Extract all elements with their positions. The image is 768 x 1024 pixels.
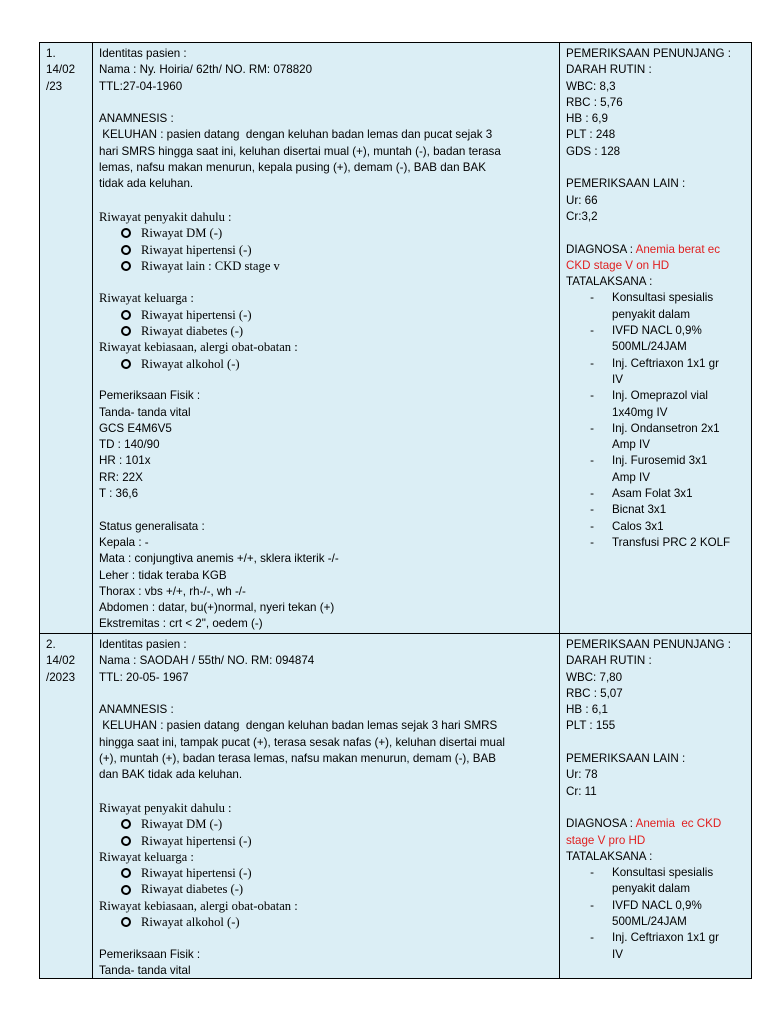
lain-title: PEMERIKSAAN LAIN : bbox=[566, 177, 686, 191]
status-line: Leher : tidak teraba KGB bbox=[99, 568, 227, 582]
patient-row-1 bbox=[40, 43, 751, 634]
diagnosa-label: DIAGNOSA : bbox=[566, 242, 636, 256]
list-item: - Calos 3x1 bbox=[590, 519, 664, 533]
diagnosa-value-cont: CKD stage V on HD bbox=[566, 258, 670, 272]
lab-value: Cr:3,2 bbox=[566, 209, 598, 223]
patient-row-2 bbox=[40, 634, 751, 978]
entry-date: 14/02 bbox=[46, 63, 76, 77]
list-item: - Asam Folat 3x1 bbox=[590, 487, 693, 501]
list-item: - Inj. Furosemid 3x1 bbox=[590, 454, 708, 468]
lab-value: Ur: 78 bbox=[566, 768, 598, 782]
list-item-cont: Amp IV bbox=[612, 438, 651, 452]
patient-name: Nama : SAODAH / 55th/ NO. RM: 094874 bbox=[99, 654, 315, 668]
tatalaksana-title: TATALAKSANA : bbox=[566, 275, 653, 289]
keluhan-line: KELUHAN : pasien datang dengan keluhan badan lemas sejak 3 hari SMRS bbox=[99, 719, 498, 733]
fisik-line: TD : 140/90 bbox=[99, 438, 160, 452]
list-item: - Inj. Ondansetron 2x1 bbox=[590, 421, 720, 435]
darah-title: DARAH RUTIN : bbox=[566, 63, 652, 77]
circle-bullet-icon bbox=[121, 245, 131, 255]
entry-number-cell bbox=[40, 43, 93, 633]
circle-bullet-icon bbox=[121, 359, 131, 369]
lab-value: RBC : 5,76 bbox=[566, 95, 623, 109]
fisik-line: Tanda- tanda vital bbox=[99, 963, 191, 977]
anamnesis-title: ANAMNESIS : bbox=[99, 703, 174, 717]
diagnosa-line bbox=[566, 242, 751, 258]
entry-number-cell bbox=[40, 634, 93, 978]
patient-dob: TTL:27-04-1960 bbox=[99, 79, 183, 93]
rpd-title: Riwayat penyakit dahulu : bbox=[99, 800, 232, 815]
entry-date-year: /2023 bbox=[46, 670, 76, 684]
lab-value: Ur: 66 bbox=[566, 193, 598, 207]
patient-name: Nama : Ny. Hoiria/ 62th/ NO. RM: 078820 bbox=[99, 63, 313, 77]
list-item: Riwayat hipertensi (-) bbox=[99, 865, 559, 881]
entry-number: 2. bbox=[46, 638, 56, 651]
tatalaksana-list bbox=[566, 865, 751, 963]
list-item-cont: penyakit dalam bbox=[612, 882, 690, 896]
identitas-title: Identitas pasien : bbox=[99, 638, 187, 651]
lab-value: PLT : 155 bbox=[566, 719, 616, 733]
rk-title: Riwayat keluarga : bbox=[99, 291, 194, 306]
rpd-title: Riwayat penyakit dahulu : bbox=[99, 209, 232, 224]
diagnosa-value: Anemia ec CKD bbox=[635, 817, 722, 831]
lab-value: RBC : 5,07 bbox=[566, 686, 623, 700]
list-item-cont: 500ML/24JAM bbox=[612, 915, 687, 929]
list-item: - Inj. Omeprazol vial bbox=[590, 389, 709, 403]
patient-dob: TTL: 20-05- 1967 bbox=[99, 670, 189, 684]
list-item: Riwayat DM (-) bbox=[99, 225, 559, 241]
fisik-line: HR : 101x bbox=[99, 454, 151, 468]
list-item: - Inj. Ceftriaxon 1x1 gr bbox=[590, 931, 719, 945]
list-item-cont: Amp IV bbox=[612, 470, 651, 484]
lab-value: HB : 6,9 bbox=[566, 112, 608, 126]
list-item: - IVFD NACL 0,9% bbox=[590, 898, 702, 912]
keluhan-line: hari SMRS hingga saat ini, keluhan disertai mual (+), muntah (-), badan terasa bbox=[99, 144, 501, 158]
list-item-cont: 1x40mg IV bbox=[612, 405, 668, 419]
diagnosa-value-cont: stage V pro HD bbox=[566, 833, 646, 847]
entry-date: 14/02 bbox=[46, 654, 76, 668]
circle-bullet-icon bbox=[121, 885, 131, 895]
darah-title: DARAH RUTIN : bbox=[566, 654, 652, 668]
list-item: - IVFD NACL 0,9% bbox=[590, 324, 702, 338]
lab-value: GDS : 128 bbox=[566, 144, 621, 158]
penunjang-cell bbox=[560, 634, 751, 978]
anamnesis-cell bbox=[93, 43, 560, 633]
status-line: Thorax : vbs +/+, rh-/-, wh -/- bbox=[99, 584, 246, 598]
list-item-cont: 500ML/24JAM bbox=[612, 340, 687, 354]
list-item-cont: IV bbox=[612, 947, 623, 961]
circle-bullet-icon bbox=[121, 310, 131, 320]
list-item: Riwayat diabetes (-) bbox=[99, 881, 559, 897]
patient-records-table bbox=[39, 42, 752, 979]
keluhan-line: lemas, nafsu makan menurun, kepala pusing (+), demam (-), BAB dan BAK bbox=[99, 161, 486, 175]
status-line: Kepala : - bbox=[99, 535, 149, 549]
list-item: - Konsultasi spesialis bbox=[590, 291, 714, 305]
keluhan-line: tidak ada keluhan. bbox=[99, 177, 194, 191]
list-item: - Bicnat 3x1 bbox=[590, 503, 667, 517]
diagnosa-value: Anemia berat ec bbox=[635, 242, 721, 256]
lab-value: WBC: 8,3 bbox=[566, 79, 616, 93]
anamnesis-title: ANAMNESIS : bbox=[99, 112, 174, 126]
keluhan-line: KELUHAN : pasien datang dengan keluhan badan lemas dan pucat sejak 3 bbox=[99, 128, 493, 142]
circle-bullet-icon bbox=[121, 836, 131, 846]
lab-value: Cr: 11 bbox=[566, 784, 597, 798]
fisik-line: GCS E4M6V5 bbox=[99, 421, 172, 435]
circle-bullet-icon bbox=[121, 917, 131, 927]
rk-title: Riwayat keluarga : bbox=[99, 849, 194, 864]
circle-bullet-icon bbox=[121, 326, 131, 336]
tatalaksana-title: TATALAKSANA : bbox=[566, 849, 653, 863]
circle-bullet-icon bbox=[121, 868, 131, 878]
status-title: Status generalisata : bbox=[99, 519, 205, 533]
list-item: - Inj. Ceftriaxon 1x1 gr bbox=[590, 356, 719, 370]
lab-value: HB : 6,1 bbox=[566, 703, 608, 717]
list-item: - Transfusi PRC 2 KOLF bbox=[590, 535, 731, 549]
keluhan-line: dan BAK tidak ada keluhan. bbox=[99, 768, 243, 782]
status-line: Ekstremitas : crt < 2", oedem (-) bbox=[99, 617, 263, 631]
list-item-cont: IV bbox=[612, 372, 623, 386]
diagnosa-label: DIAGNOSA : bbox=[566, 817, 636, 831]
penunjang-cell bbox=[560, 43, 751, 633]
status-line: Mata : conjungtiva anemis +/+, sklera ikterik -/- bbox=[99, 552, 339, 566]
circle-bullet-icon bbox=[121, 819, 131, 829]
identitas-title: Identitas pasien : bbox=[99, 47, 187, 60]
list-item: Riwayat hipertensi (-) bbox=[99, 242, 559, 258]
list-item: - Konsultasi spesialis bbox=[590, 866, 714, 880]
anamnesis-cell bbox=[93, 634, 560, 978]
circle-bullet-icon bbox=[121, 228, 131, 238]
fisik-title: Pemeriksaan Fisik : bbox=[99, 389, 201, 403]
list-item: Riwayat alkohol (-) bbox=[99, 356, 559, 372]
list-item-cont: penyakit dalam bbox=[612, 307, 690, 321]
status-line: Abdomen : datar, bu(+)normal, nyeri tekan (+) bbox=[99, 601, 335, 615]
lab-value: PLT : 248 bbox=[566, 128, 616, 142]
keluhan-line: (+), muntah (+), badan terasa lemas, nafsu makan menurun, demam (-), BAB bbox=[99, 752, 496, 766]
diagnosa-line bbox=[566, 816, 751, 832]
keluhan-line: hingga saat ini, tampak pucat (+), terasa sesak nafas (+), keluhan disertai mual bbox=[99, 735, 505, 749]
tatalaksana-list bbox=[566, 290, 751, 551]
rkb-title: Riwayat kebiasaan, alergi obat-obatan : bbox=[99, 340, 298, 355]
lain-title: PEMERIKSAAN LAIN : bbox=[566, 752, 686, 766]
rkb-title: Riwayat kebiasaan, alergi obat-obatan : bbox=[99, 898, 298, 913]
fisik-title: Pemeriksaan Fisik : bbox=[99, 947, 201, 961]
list-item: Riwayat hipertensi (-) bbox=[99, 307, 559, 323]
list-item: Riwayat alkohol (-) bbox=[99, 914, 559, 930]
fisik-line: Tanda- tanda vital bbox=[99, 405, 191, 419]
penunjang-title: PEMERIKSAAN PENUNJANG : bbox=[566, 638, 731, 651]
penunjang-title: PEMERIKSAAN PENUNJANG : bbox=[566, 47, 731, 60]
entry-number: 1. bbox=[46, 47, 56, 60]
fisik-line: T : 36,6 bbox=[99, 487, 139, 501]
lab-value: WBC: 7,80 bbox=[566, 670, 623, 684]
circle-bullet-icon bbox=[121, 261, 131, 271]
fisik-line: RR: 22X bbox=[99, 470, 143, 484]
list-item: Riwayat diabetes (-) bbox=[99, 323, 559, 339]
list-item: Riwayat hipertensi (-) bbox=[99, 833, 559, 849]
list-item: Riwayat lain : CKD stage v bbox=[99, 258, 559, 274]
entry-date-year: /23 bbox=[46, 79, 63, 93]
list-item: Riwayat DM (-) bbox=[99, 816, 559, 832]
